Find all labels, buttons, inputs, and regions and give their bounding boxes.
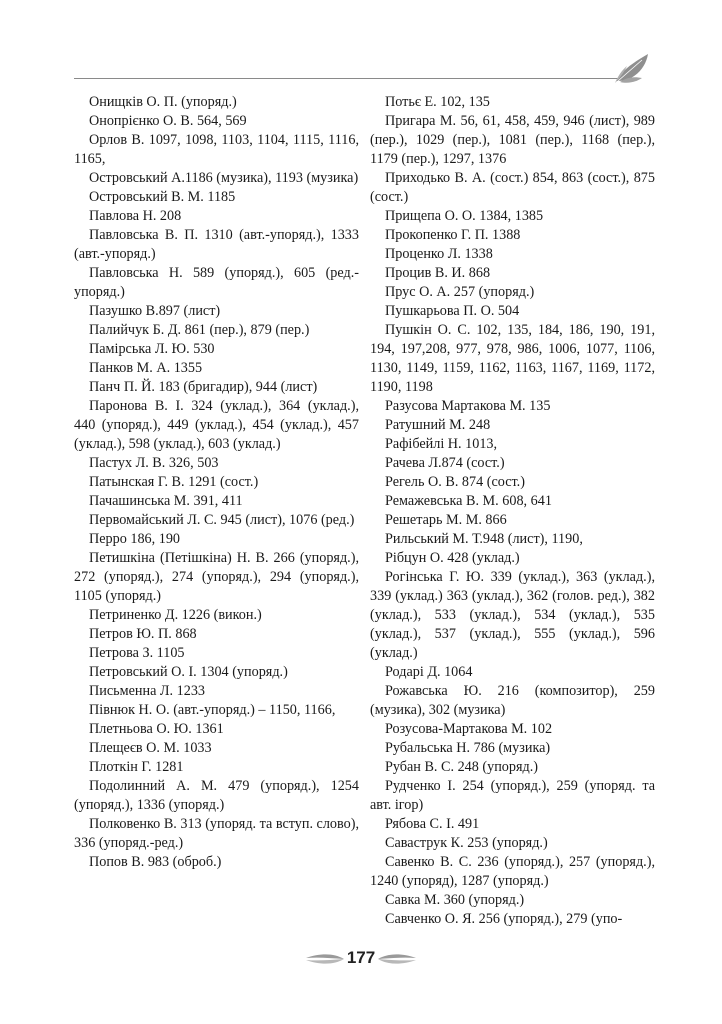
index-entry: Пастух Л. В. 326, 503 — [89, 455, 219, 471]
index-entry: Саваструк К. 253 (упоряд.) — [385, 835, 548, 851]
index-entry: Рогінська Г. Ю. 339 (уклад.), 363 (уклад.), 339 (уклад.) 363 (уклад.), 362 (голов. ред.), 382 (уклад.), 533 (уклад.), 534 (уклад.), 535 (уклад.), 537 (уклад.), 555 (уклад.), 596 (уклад.) — [370, 569, 655, 661]
index-entry: Рудченко І. 254 (упоряд.), 259 (упоряд. та авт. ігор) — [370, 778, 655, 813]
index-entry: Ремажевська В. М. 608, 641 — [385, 493, 552, 509]
index-entry: Онопрієнко О. В. 564, 569 — [89, 113, 247, 129]
index-entry: Петровський О. І. 1304 (упоряд.) — [89, 664, 288, 680]
index-entry: Плещеєв О. М. 1033 — [89, 740, 212, 756]
page-footer — [0, 944, 722, 974]
index-entry: Петрова З. 1105 — [89, 645, 185, 661]
index-entry: Рібцун О. 428 (уклад.) — [385, 550, 520, 566]
index-entry: Разусова Мартакова М. 135 — [385, 398, 551, 414]
index-entry: Рафібейлі Н. 1013, — [385, 436, 498, 452]
index-entry: Рябова С. І. 491 — [385, 816, 480, 832]
index-entry: Патынская Г. В. 1291 (сост.) — [89, 474, 259, 490]
leaf-ornament-icon — [612, 48, 652, 86]
index-entry: Рубан В. С. 248 (упоряд.) — [385, 759, 539, 775]
index-entry: Паронова В. І. 324 (уклад.), 364 (уклад.), 440 (упоряд.), 449 (уклад.), 454 (уклад.), 457 (уклад.), 598 (уклад.), 603 (уклад.) — [74, 398, 359, 452]
index-entry: Палийчук Б. Д. 861 (пер.), 879 (пер.) — [89, 322, 310, 338]
index-entry: Прус О. А. 257 (упоряд.) — [385, 284, 535, 300]
index-entry: Плоткін Г. 1281 — [89, 759, 184, 775]
header-rule — [74, 78, 620, 79]
index-entry: Попов В. 983 (оброб.) — [89, 854, 222, 870]
index-entry: Орлов В. 1097, 1098, 1103, 1104, 1115, 1116, 1165, — [74, 132, 359, 167]
index-entry: Петриненко Д. 1226 (викон.) — [89, 607, 262, 623]
index-entry: Проценко Л. 1338 — [385, 246, 493, 262]
index-entry: Панч П. Й. 183 (бригадир), 944 (лист) — [89, 379, 318, 395]
index-entry: Рожавська Ю. 216 (композитор), 259 (музика), 302 (музика) — [370, 683, 655, 718]
index-entry: Полковенко В. 313 (упоряд. та вступ. слово), 336 (упоряд.-ред.) — [74, 816, 359, 851]
index-entry: Прокопенко Г. П. 1388 — [385, 227, 521, 243]
index-entry: Онищків О. П. (упоряд.) — [89, 94, 237, 110]
index-entry: Павловська Н. 589 (упоряд.), 605 (ред.-упоряд.) — [74, 265, 359, 300]
index-entry: Потьє Е. 102, 135 — [385, 94, 490, 110]
index-entry: Павловська В. П. 1310 (авт.-упоряд.), 1333 (авт.-упоряд.) — [74, 227, 359, 262]
index-entry: Пригара М. 56, 61, 458, 459, 946 (лист), 989 (пер.), 1029 (пер.), 1081 (пер.), 1168 (пер.), 1179 (пер.), 1297, 1376 — [370, 113, 655, 167]
index-entry: Плетньова О. Ю. 1361 — [89, 721, 224, 737]
index-entry: Розусова-Мартакова М. 102 — [385, 721, 553, 737]
index-entry: Рачева Л.874 (сост.) — [385, 455, 505, 471]
index-entry: Ратушний М. 248 — [385, 417, 491, 433]
index-entry: Прищепа О. О. 1384, 1385 — [385, 208, 544, 224]
index-entry: Перро 186, 190 — [89, 531, 181, 547]
index-entry: Петишкіна (Петішкіна) Н. В. 266 (упоряд.), 272 (упоряд.), 274 (упоряд.), 294 (упоряд.), 1105 (упоряд.) — [74, 550, 359, 604]
index-entry: Панков М. А. 1355 — [89, 360, 203, 376]
index-entry: Приходько В. А. (сост.) 854, 863 (сост.), 875 (сост.) — [370, 170, 655, 205]
index-entry: Петров Ю. П. 868 — [89, 626, 197, 642]
index-column-left — [74, 93, 359, 872]
index-entry: Савенко В. С. 236 (упоряд.), 257 (упоряд.), 1240 (упоряд), 1287 (упоряд.) — [370, 854, 655, 889]
index-entry: Рубальська Н. 786 (музика) — [385, 740, 551, 756]
index-entry: Процив В. И. 868 — [385, 265, 491, 281]
index-entry: Савченко О. Я. 256 (упоряд.), 279 (упо- — [385, 911, 623, 927]
index-entry: Решетарь М. М. 866 — [385, 512, 507, 528]
laurel-flourish-icon — [378, 953, 418, 965]
index-column-right — [370, 93, 655, 929]
laurel-flourish-icon — [304, 953, 344, 965]
page-number: 177 — [346, 948, 376, 967]
index-entry: Родарі Д. 1064 — [385, 664, 473, 680]
index-entry: Островський В. М. 1185 — [89, 189, 236, 205]
index-entry: Подолинний А. М. 479 (упоряд.), 1254 (упоряд.), 1336 (упоряд.) — [74, 778, 359, 813]
index-entry: Первомайський Л. С. 945 (лист), 1076 (ред.) — [89, 512, 355, 528]
index-entry: Рильський М. Т.948 (лист), 1190, — [385, 531, 583, 547]
index-entry: Регель О. В. 874 (сост.) — [385, 474, 525, 490]
index-entry: Пушкарьова П. О. 504 — [385, 303, 520, 319]
index-entry: Островський А.1186 (музика), 1193 (музика) — [89, 170, 359, 186]
index-entry: Письменна Л. 1233 — [89, 683, 206, 699]
index-entry: Пазушко В.897 (лист) — [89, 303, 221, 319]
index-entry: Пачашинська М. 391, 411 — [89, 493, 243, 509]
index-entry: Памірська Л. Ю. 530 — [89, 341, 215, 357]
index-entry: Пушкін О. С. 102, 135, 184, 186, 190, 191, 194, 197,208, 977, 978, 986, 1006, 1077, 1106, 1130, 1149, 1159, 1162, 1163, 1167, 1169, 1172, 1190, 1198 — [370, 322, 655, 395]
index-entry: Півнюк Н. О. (авт.-упоряд.) – 1150, 1166, — [89, 702, 336, 718]
index-entry: Павлова Н. 208 — [89, 208, 182, 224]
index-entry: Савка М. 360 (упоряд.) — [385, 892, 525, 908]
